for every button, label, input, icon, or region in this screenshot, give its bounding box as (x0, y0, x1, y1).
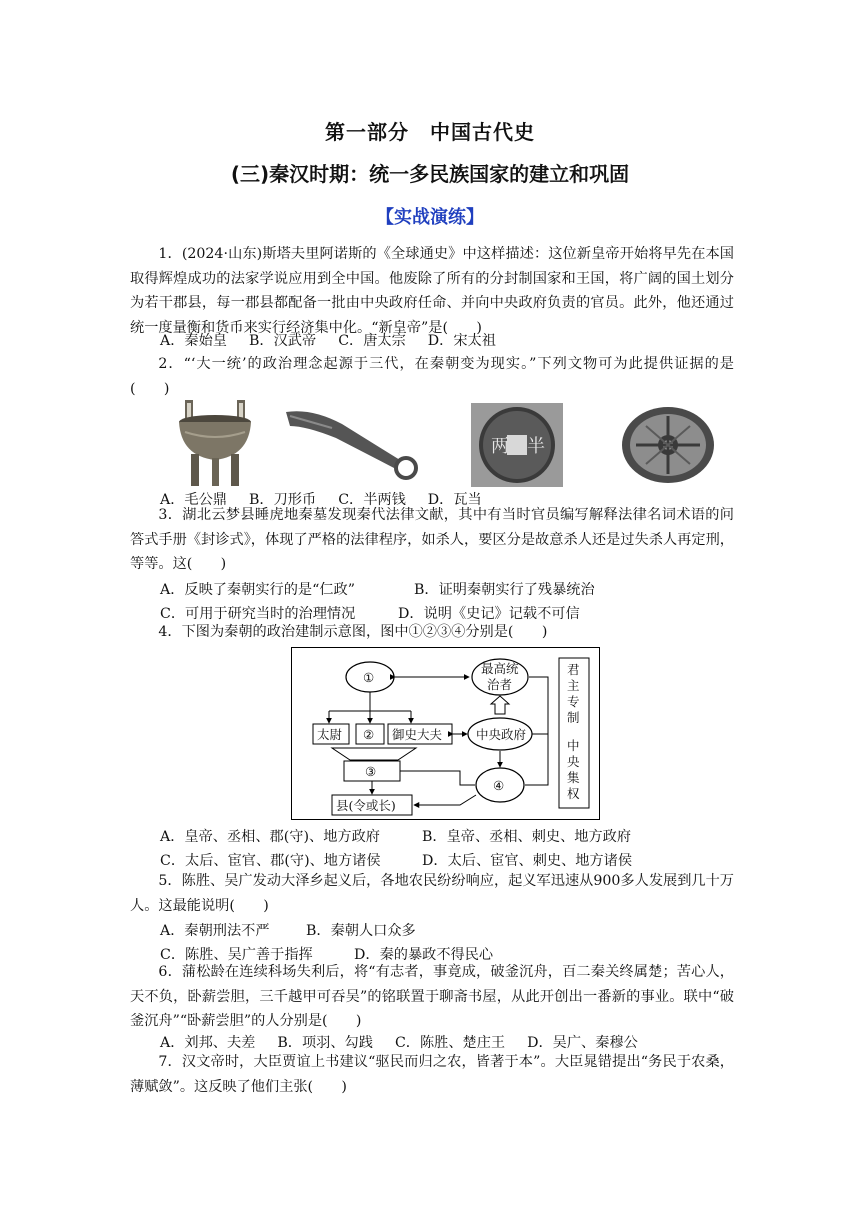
side-label-char: 权 (567, 786, 580, 801)
question-5-text: 5．陈胜、吴广发动大泽乡起义后，各地农民纷纷响应，起义军迅速从900多人发展到几十万人。这最能说明( ) (130, 873, 734, 914)
question-2 (130, 352, 734, 401)
tile-end-image (618, 404, 718, 486)
ding-vessel-image (175, 398, 255, 488)
option-d: D．吴广、秦穆公 (527, 1035, 638, 1051)
option-c: C．可用于研究当时的治理情况 (160, 606, 356, 622)
question-4 (130, 620, 734, 645)
side-label-char: 专 (567, 694, 580, 709)
option-b: B．汉武帝 (249, 333, 317, 349)
option-b: B．秦朝人口众多 (306, 923, 416, 939)
option-b: B．刀形币 (249, 492, 317, 508)
yushi-dafu-label: 御史大夫 (392, 727, 443, 742)
supreme-ruler-label-1: 最高统 (481, 661, 519, 676)
option-c: C．陈胜、楚庄王 (394, 1035, 506, 1051)
question-1 (130, 242, 734, 340)
banliang-coin-image (471, 403, 563, 487)
side-label-char: 中 (567, 738, 580, 753)
question-4-text: 4．下图为秦朝的政治建制示意图，图中①②③④分别是( ) (158, 624, 548, 640)
option-b: B．项羽、勾践 (277, 1035, 373, 1051)
central-government-label: 中央政府 (476, 727, 527, 742)
option-d: D．说明《史记》记载不可信 (398, 606, 580, 622)
county-label: 县(令或长) (336, 798, 396, 813)
option-c: C．半两钱 (338, 492, 406, 508)
question-5 (130, 869, 734, 918)
supreme-ruler-label-2: 治者 (487, 677, 513, 692)
option-d: D．秦的暴政不得民心 (354, 947, 494, 963)
option-a: A．秦朝刑法不严 (160, 923, 270, 939)
question-1-options (160, 330, 496, 350)
option-a: A．刘邦、夫差 (160, 1035, 256, 1051)
question-3-options-row1 (160, 579, 595, 599)
side-label-char: 央 (567, 754, 580, 769)
part-title: 第一部分 中国古代史 (325, 120, 535, 144)
unit-title: (三)秦汉时期：统一多民族国家的建立和巩固 (230, 162, 630, 186)
coin-char-left: 两 (491, 436, 509, 457)
question-1-text: 1．(2024·山东)斯塔夫里阿诺斯的《全球通史》中这样描述：这位新皇帝开始将早先在本国取得辉煌成功的法家学说应用到全中国。他废除了所有的分封制国家和王国，将广阔的国土划分为若干郡县，每一郡县都配备一批由中央政府任命、并向中央政府负责的官员。此外，他还通过统一度量衡和货币来实行经济集中化。“新皇帝”是( ) (130, 246, 734, 336)
option-b: B．证明秦朝实行了残暴统治 (414, 582, 595, 598)
question-6-text: 6．蒲松龄在连续科场失利后，将“有志者，事竟成，破釜沉舟，百二秦关终属楚；苦心人，天不负，卧薪尝胆，三千越甲可吞吴”的铭联置于聊斋书屋，从此开创出一番新的事业。联中“破釜沉舟”“卧薪尝胆”的人分别是( ) (130, 964, 734, 1030)
artifact-images (170, 398, 730, 490)
option-d: D．宋太祖 (427, 333, 496, 349)
question-4-options-row1 (160, 826, 631, 846)
side-label-char: 主 (567, 678, 580, 693)
option-d: D．太后、宦官、刺史、地方诸侯 (422, 853, 633, 869)
option-a: A．皇帝、丞相、郡(守)、地方政府 (160, 829, 380, 845)
question-5-options-row1 (160, 920, 416, 940)
option-d: D．瓦当 (427, 492, 482, 508)
side-label-char: 制 (567, 710, 580, 725)
side-label-char: 君 (567, 662, 580, 677)
coin-char-right: 半 (527, 436, 545, 457)
knife-coin-image (282, 406, 422, 482)
option-a: A．反映了秦朝实行的是“仁政” (160, 582, 356, 598)
option-c: C．唐太宗 (338, 333, 406, 349)
question-3 (130, 503, 734, 577)
option-c: C．陈胜、吴广善于指挥 (160, 947, 313, 963)
question-3-text: 3．湖北云梦县睡虎地秦墓发现秦代法律文献，其中有当时官员编写解释法律名词术语的问答式手册《封诊式》，体现了严格的法律程序，如杀人，要区分是故意杀人还是过失杀人再定刑，等等。这( ) (130, 507, 734, 573)
question-6 (130, 960, 734, 1034)
option-c: C．太后、宦官、郡(守)、地方诸侯 (160, 853, 381, 869)
node-2-label: ② (363, 727, 375, 742)
question-7-text: 7．汉文帝时，大臣贾谊上书建议“驱民而归之农，皆著于本”。大臣晁错提出“务民于农桑，薄赋敛”。这反映了他们主张( ) (130, 1054, 734, 1095)
option-a: A．秦始皇 (160, 333, 227, 349)
option-b: B．皇帝、丞相、刺史、地方政府 (422, 829, 632, 845)
node-3-label: ③ (365, 764, 377, 779)
qin-political-system-diagram (291, 647, 600, 820)
question-7 (130, 1050, 734, 1099)
question-4-options-row2 (160, 850, 632, 870)
question-2-text: 2．“‘大一统’的政治理念起源于三代，在秦朝变为现实。”下列文物可为此提供证据的是( ) (130, 356, 734, 397)
node-1-label: ① (363, 670, 375, 685)
taiwei-label: 太尉 (317, 727, 343, 742)
section-title: 【实战演练】 (376, 207, 484, 228)
node-4-label: ④ (493, 778, 505, 793)
option-a: A．毛公鼎 (160, 492, 227, 508)
question-6-options (160, 1032, 638, 1052)
side-label-char: 集 (567, 770, 580, 785)
